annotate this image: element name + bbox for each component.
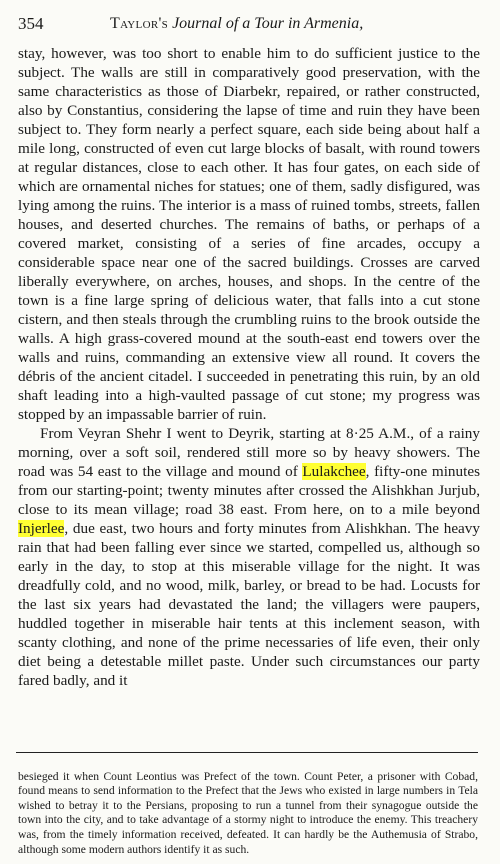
- main-text: [18, 44, 480, 690]
- paragraph-1: stay, however, was too short to enable him to do sufficient justice to the subject. The walls are still in comparatively good preservation, with the same characteristics as those of Diarbekr, repaired, or rather constructed, also by Constantius, considering the lapse of time and ruin they have been subject to. They form nearly a perfect square, each side being about half a mile long, constructed of even cut large blocks of basalt, with round towers at regular distances, close to each other. It has four gates, on each side of which are ornamental niches for statues; one of them, sadly disfigured, was lying among the ruins. The interior is a mass of ruined tombs, streets, fallen houses, and deserted churches. The remains of baths, or perhaps of a covered market, consisting of a series of fine arcades, occupy a considerable space near one of the sacred buildings. Crosses are carved liberally everywhere, on arches, houses, and shops. In the centre of the town is a fine large spring of delicious water, that falls into a cut stone cistern, and then steals through the crumbling ruins to the brook outside the walls. A high grass-covered mound at the south-east end towers over the walls and ruins, commanding an extensive view all round. It covers the débris of the ancient citadel. I succeeded in penetrating this ruin, by an old shaft leading into a high-vaulted passage of cut stone; my progress was stopped by an impassable barrier of ruin.: [18, 45, 480, 423]
- highlighted-word-lulakchee: Lulakchee: [302, 463, 366, 480]
- paragraph-2-part-3: , due east, two hours and forty minutes from Alishkhan. The heavy rain that had been falling ever since we started, compelled us, although so early in the day, to stop at this miserable village for the night. It was dreadfully cold, and no wood, milk, barley, or bread to be had. Locusts for the last six years had devastated the land; the villagers were paupers, huddled together in miserable hair tents at this inclement season, with scanty clothing, and none of the prime necessaries of life even, their only diet being a detestable millet paste. Under such circumstances our party fared badly, and it: [18, 520, 480, 689]
- footnote-divider: [16, 752, 478, 753]
- running-title-author: Taylor's: [110, 15, 169, 32]
- paragraph-2: [18, 424, 480, 690]
- highlighted-word-injerlee: Injerlee: [18, 520, 65, 537]
- running-title: [110, 15, 363, 33]
- running-title-work: Journal of a Tour in Armenia,: [172, 15, 364, 32]
- paragraph-2-part-2: , fifty-one minutes from our starting-point; twenty minutes after crossed the Alishkhan Jurjub, close to its mean village; road 38 east. From here, on to a mile beyond: [18, 463, 480, 518]
- page-number: 354: [18, 14, 44, 33]
- paragraph-2-part-1: From Veyran Shehr I went to Deyrik, starting at 8·25 A.M., of a rainy morning, over a soft soil, rendered still more so by heavy showers. The road was 54 east to the village and mound of: [18, 425, 480, 480]
- footnote: besieged it when Count Leontius was Prefect of the town. Count Peter, a prisoner with Cobad, found means to send information to the Prefect that the Jews who existed in large numbers in Tela wished to betray it to the Persians, proposing to run a tunnel from their synagogue outside the town into the city, and to take advantage of a stormy night to introduce the enemy. This treachery was, from the timely information received, defeated. It can hardly be the Authemusia of Strabo, although some modern authors identify it as such.: [18, 769, 478, 856]
- page-header: [18, 14, 480, 36]
